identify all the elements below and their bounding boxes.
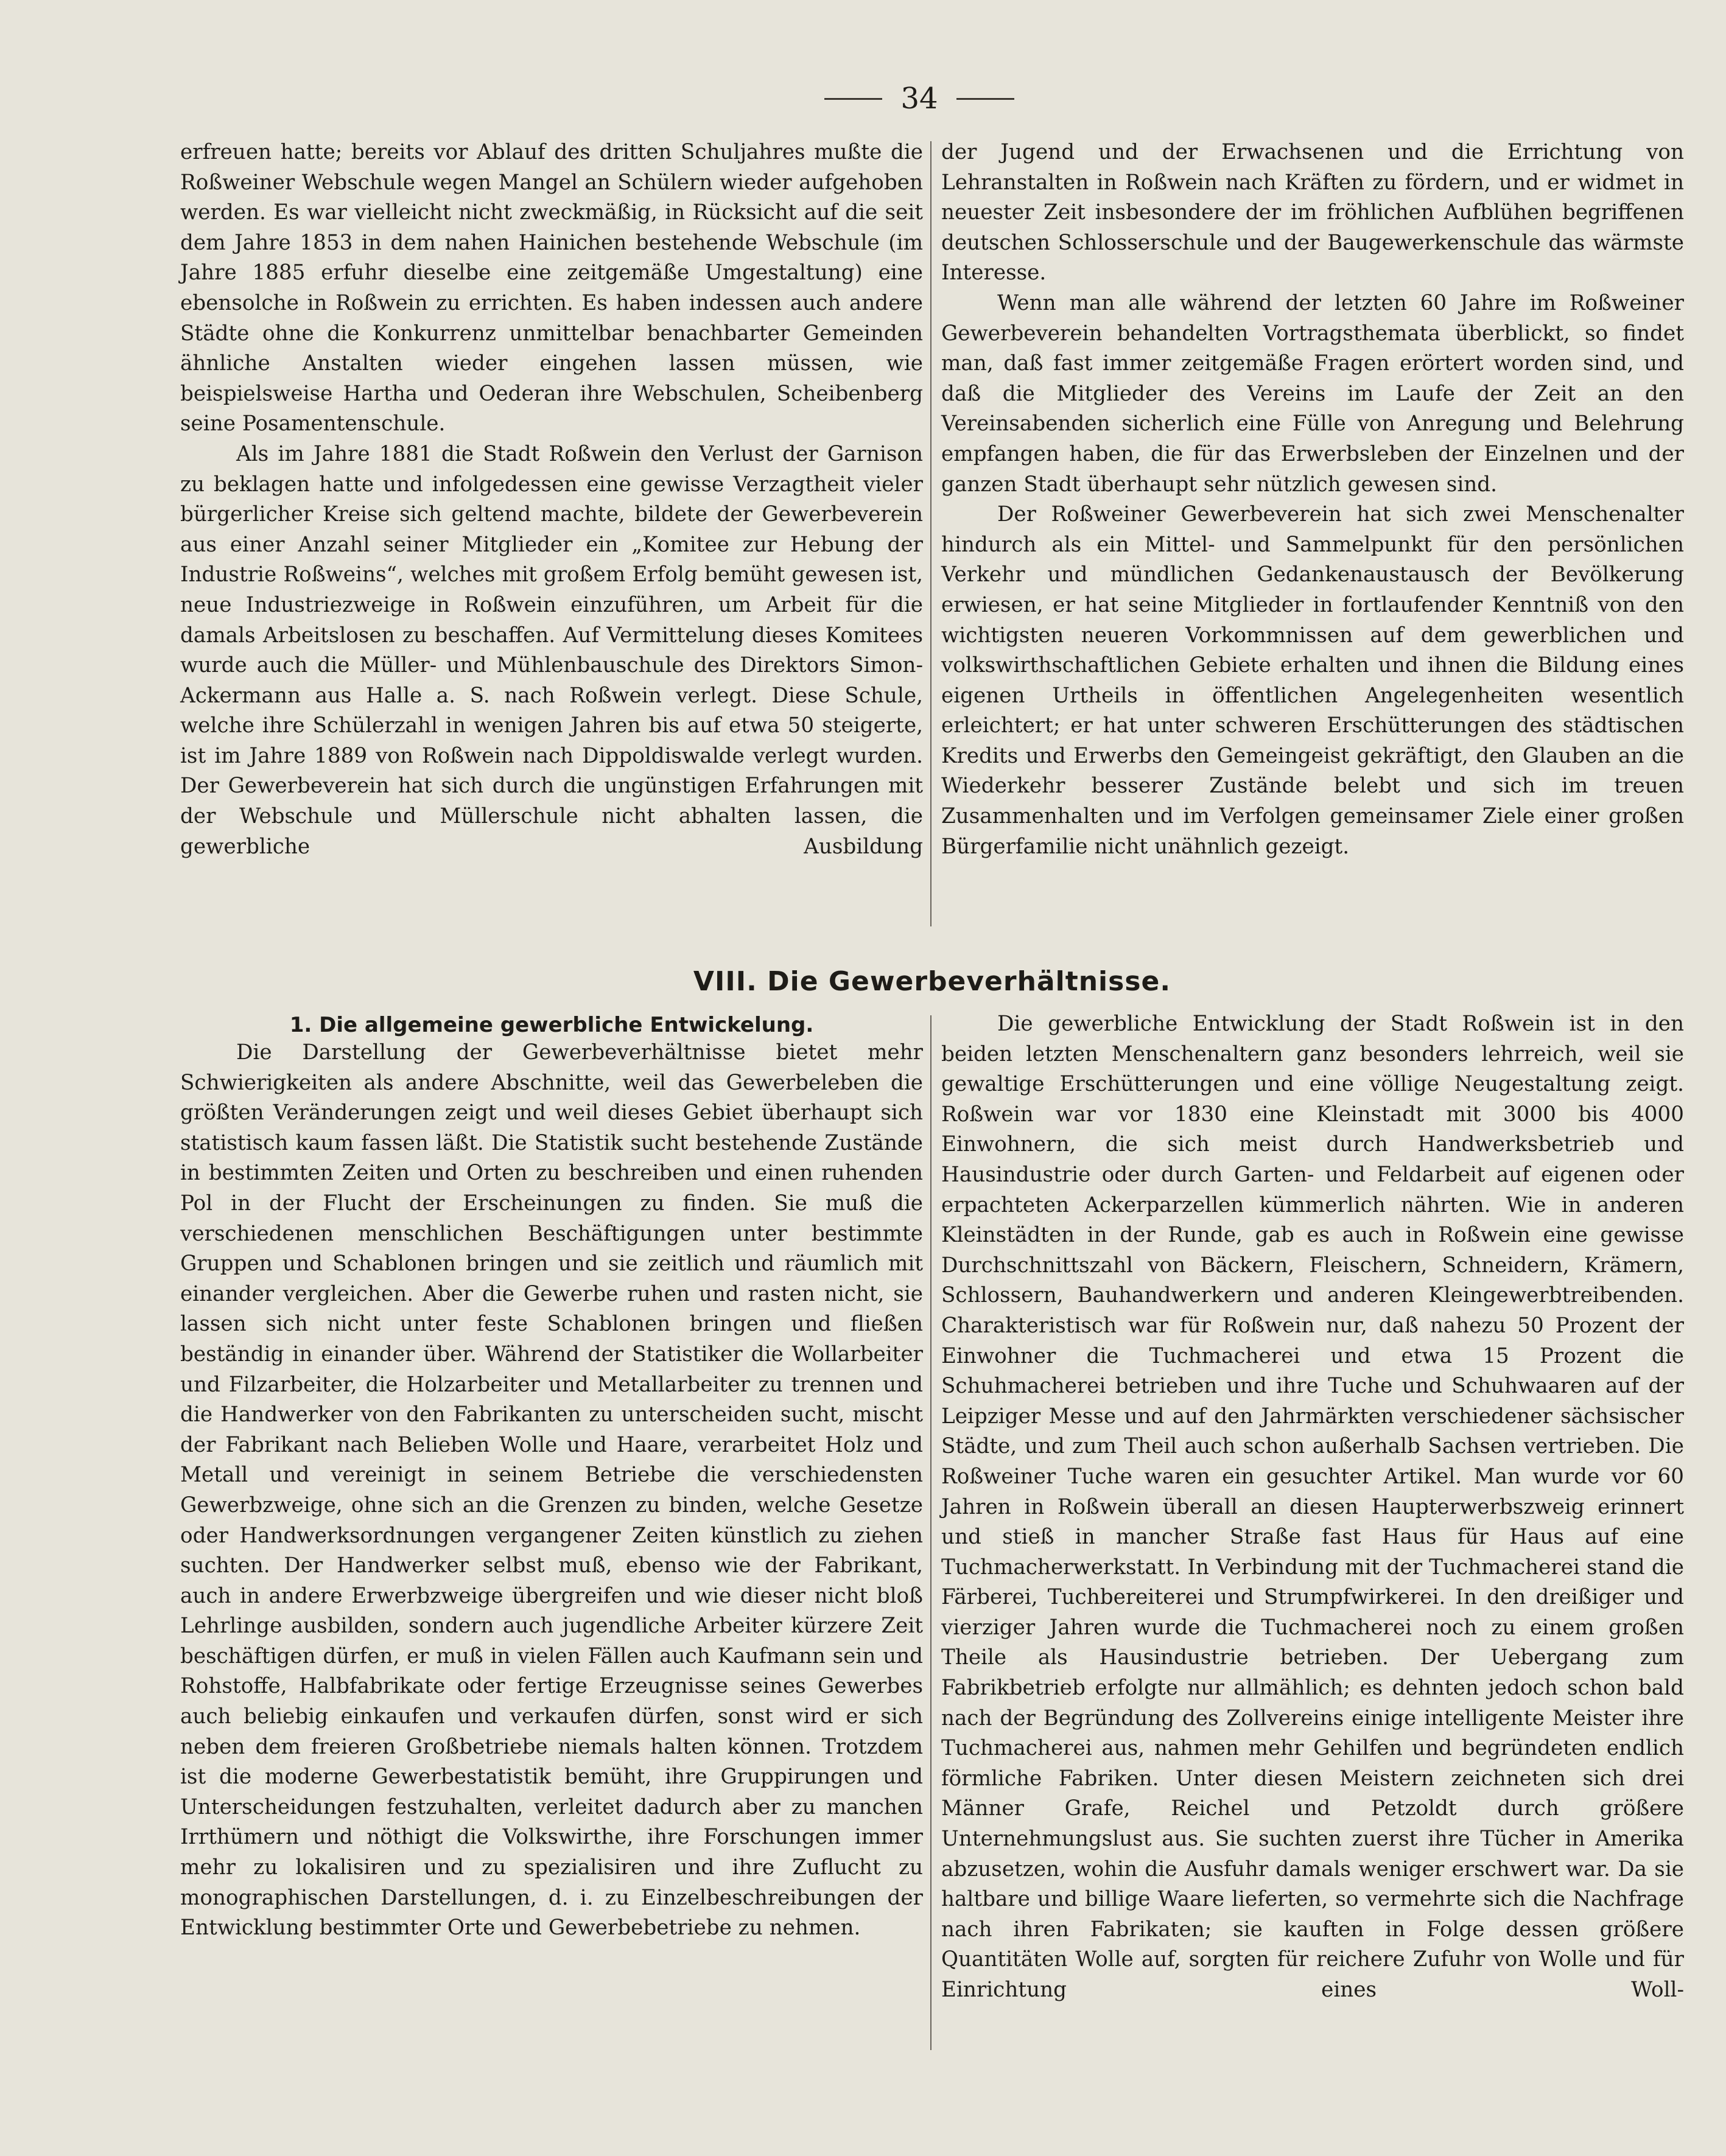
paragraph: Die gewerbliche Entwicklung der Stadt Roßwein ist in den beiden letzten Menschenaltern ganz besonders lehrreich, weil sie gewaltige Erschütterungen und eine völlige Neugestaltung zeigt. Roßwein war vor 1830 eine Kleinstadt mit 3000 bis 4000 Einwohnern, die sich meist durch Handwerksbetrieb und Hausindustrie oder durch Garten- und Feldarbeit auf eigenen oder erpachteten Ackerparzellen kümmerlich nährten. Wie in anderen Kleinstädten in der Runde, gab es auch in Roßwein eine gewisse Durchschnittszahl von Bäckern, Fleischern, Schneidern, Krämern, Schlossern, Bauhandwerkern und anderen Kleingewerbtreibenden. Charakteristisch war für Roßwein nur, daß nahezu 50 Prozent der Einwohner die Tuchmacherei und etwa 15 Prozent die Schuhmacherei betrieben und ihre Tuche und Schuhwaaren auf der Leipziger Messe und auf den Jahrmärkten verschiedener sächsischer Städte, und zum Theil auch schon außerhalb Sachsen vertrieben. Die Roßweiner Tuche waren ein gesuchter Artikel. Man wurde vor 60 Jahren in Roßwein überall an diesen Haupterwerbszweig erinnert und stieß in mancher Straße fast Haus für Haus auf eine Tuchmacherwerkstatt. In Verbindung mit der Tuchmacherei stand die Färberei, Tuchbereiterei und Strumpfwirkerei. In den dreißiger und vierziger Jahren wurde die Tuchmacherei noch zu einem großen Theile als Hausindustrie betrieben. Der Uebergang zum Fabrikbetrieb erfolgte nur allmählich; es dehnten jedoch schon bald nach der Begründung des Zollvereins einige intelligente Meister ihre Tuchmacherei aus, nahmen mehr Gehilfen und begründeten endlich förmliche Fabriken. Unter diesen Meistern zeichneten sich drei Männer Grafe, Reichel und Petzoldt durch größere Unternehmungslust aus. Sie suchten zuerst ihre Tücher in Amerika abzusetzen, wohin die Ausfuhr damals weniger erschwert war. Da sie haltbare und billige Waare lieferten, so vermehrte sich die Nachfrage nach ihren Fabrikaten; sie kauften in Folge dessen größere Quantitäten Wolle auf, sorgten für reichere Zufuhr von Wolle und für Einrichtung eines Woll-: [941, 1012, 1684, 2002]
column-top-right: [941, 138, 1684, 862]
column-divider: [930, 141, 931, 926]
paragraph: Wenn man alle während der letzten 60 Jahre im Roßweiner Gewerbeverein behandelten Vortragsthemata überblickt, so findet man, daß fast immer zeitgemäße Fragen erörtert worden sind, und daß die Mitglieder des Vereins im Laufe der Zeit an den Vereinsabenden sicherlich eine Fülle von Anregung und Belehrung empfangen haben, die für das Erwerbsleben der Einzelnen und der ganzen Stadt überhaupt sehr nützlich gewesen sind.: [941, 290, 1684, 497]
column-bottom-right: [941, 1009, 1684, 2006]
paragraph: erfreuen hatte; bereits vor Ablauf des dritten Schuljahres mußte die Roßweiner Webschule wegen Mangel an Schülern wieder aufgehoben werden. Es war vielleicht nicht zweckmäßig, in Rücksicht auf die seit dem Jahre 1853 in dem nahen Hainichen bestehende Webschule (im Jahre 1885 erfuhr dieselbe eine zeitgemäße Umgestaltung) eine ebensolche in Roßwein zu errichten. Es haben indessen auch andere Städte ohne die Konkurrenz unmittelbar benachbarter Gemeinden ähnliche Anstalten wieder eingehen lassen müssen, wie beispielsweise Hartha und Oederan ihre Webschulen, Scheibenberg seine Posamentenschule.: [180, 140, 923, 436]
paragraph: Die Darstellung der Gewerbeverhältnisse bietet mehr Schwierigkeiten als andere Abschnitte, weil das Gewerbeleben die größten Veränderungen zeigt und weil dieses Gebiet überhaupt sich statistisch kaum fassen läßt. Die Statistik sucht bestehende Zustände in bestimmten Zeiten und Orten zu beschreiben und einen ruhenden Pol in der Flucht der Erscheinungen zu finden. Sie muß die verschiedenen menschlichen Beschäftigungen unter bestimmte Gruppen und Schablonen bringen und sie zeitlich und räumlich mit einander vergleichen. Aber die Gewerbe ruhen und rasten nicht, sie lassen sich nicht unter feste Schablonen bringen und fließen beständig in einander über. Während der Statistiker die Wollarbeiter und Filzarbeiter, die Holzarbeiter und Metallarbeiter zu trennen und die Handwerker von den Fabrikanten zu unterscheiden sucht, mischt der Fabrikant nach Belieben Wolle und Haare, verarbeitet Holz und Metall und vereinigt in seinem Betriebe die verschiedensten Gewerbzweige, ohne sich an die Grenzen zu binden, welche Gesetze oder Handwerksordnungen vergangener Zeiten künstlich zu ziehen suchten. Der Handwerker selbst muß, ebenso wie der Fabrikant, auch in andere Erwerbzweige übergreifen und wie dieser nicht bloß Lehrlinge ausbilden, sondern auch jugendliche Arbeiter kürzere Zeit beschäftigen dürfen, er muß in vielen Fällen auch Kaufmann sein und Rohstoffe, Halbfabrikate oder fertige Erzeugnisse seines Gewerbes auch beliebig einkaufen und verkaufen dürfen, sonst wird er sich neben dem freieren Großbetriebe niemals halten können. Trotzdem ist die moderne Gewerbestatistik bemüht, ihre Gruppirungen und Unterscheidungen festzuhalten, verleitet dadurch aber zu manchen Irrthümern und nöthigt die Volkswirthe, ihre Forschungen immer mehr zu lokalisiren und zu spezialisiren und ihre Zuflucht zu monographischen Darstellungen, d. i. zu Einzelbeschreibungen der Entwicklung bestimmter Orte und Gewerbebetriebe zu nehmen.: [180, 1040, 923, 1941]
header-dash-left: [824, 98, 882, 100]
section-title: 1. Die allgemeine gewerbliche Entwickelung.: [289, 1013, 814, 1037]
chapter-title: VIII. Die Gewerbeverhältnisse.: [693, 966, 1171, 997]
page-header: [791, 74, 1047, 123]
column-bottom-left: [180, 1038, 923, 1944]
header-dash-right: [956, 98, 1014, 100]
column-top-left: [180, 138, 923, 862]
paragraph: Als im Jahre 1881 die Stadt Roßwein den Verlust der Garnison zu beklagen hatte und infolgedessen eine gewisse Verzagtheit vieler bürgerlicher Kreise sich geltend machte, bildete der Gewerbeverein aus einer Anzahl seiner Mitglieder ein „Komitee zur Hebung der Industrie Roßweins“, welches mit großem Erfolg bemüht gewesen ist, neue Industriezweige in Roßwein einzuführen, um Arbeit für die damals Arbeitslosen zu beschaffen. Auf Vermittelung dieses Komitees wurde auch die Müller- und Mühlenbauschule des Direktors Simon-Ackermann aus Halle a. S. nach Roßwein verlegt. Diese Schule, welche ihre Schülerzahl in wenigen Jahren bis auf etwa 50 steigerte, ist im Jahre 1889 von Roßwein nach Dippoldiswalde verlegt wurden. Der Gewerbeverein hat sich durch die ungünstigen Erfahrungen mit der Webschule und Müllerschule nicht abhalten lassen, die gewerbliche Ausbildung: [180, 441, 923, 859]
paragraph: der Jugend und der Erwachsenen und die Errichtung von Lehranstalten in Roßwein nach Kräften zu fördern, und er widmet in neuester Zeit insbesondere der im fröhlichen Aufblühen begriffenen deutschen Schlosserschule und der Baugewerkenschule das wärmste Interesse.: [941, 140, 1684, 285]
column-divider: [930, 1015, 931, 2050]
paragraph: Der Roßweiner Gewerbeverein hat sich zwei Menschenalter hindurch als ein Mittel- und Sammelpunkt für den persönlichen Verkehr und mündlichen Gedankenaustausch der Bevölkerung erwiesen, er hat seine Mitglieder in fortlaufender Kenntniß von den wichtigsten neueren Vorkommnissen auf dem gewerblichen und volkswirthschaftlichen Gebiete erhalten und ihnen die Bildung eines eigenen Urtheils in öffentlichen Angelegenheiten wesentlich erleichtert; er hat unter schweren Erschütterungen des städtischen Kredits und Erwerbs den Gemeingeist gekräftigt, den Glauben an die Wiederkehr besserer Zustände belebt und sich im treuen Zusammenhalten und im Verfolgen gemeinsamer Ziele einer großen Bürgerfamilie nicht unähnlich gezeigt.: [941, 502, 1684, 859]
page-number: 34: [900, 82, 938, 116]
